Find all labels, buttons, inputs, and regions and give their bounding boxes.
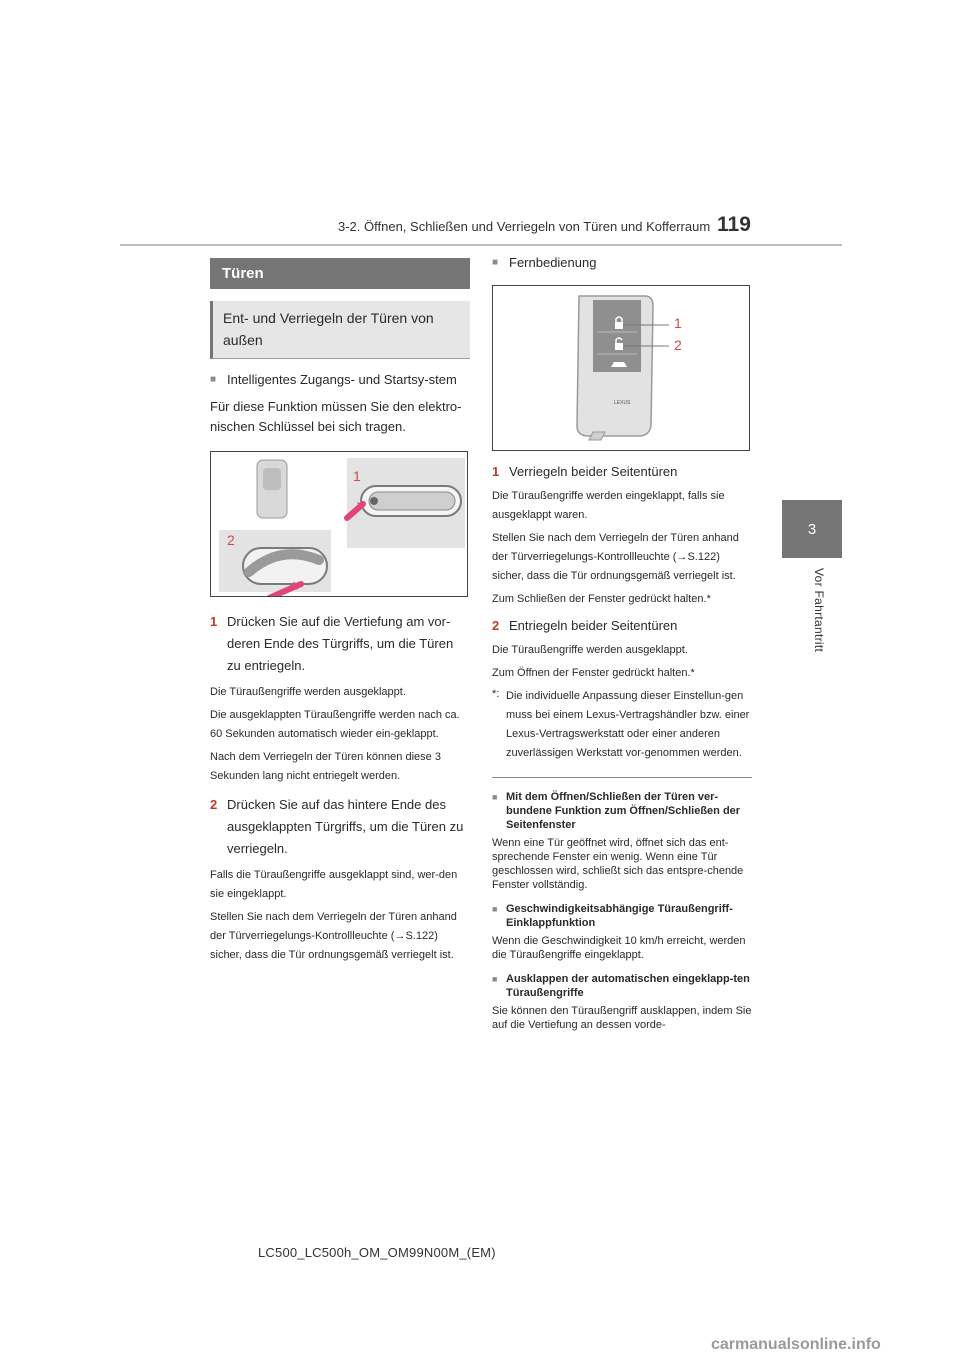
footnote-text: Die individuelle Anpassung dieser Einstellun-gen muss bei einem Lexus-Vertragshändler bzw. einer Lexus-Vertragswerkstatt oder einer anderen zuverlässigen Werkstatt vor-genommen werden.: [506, 690, 750, 759]
step-note: Stellen Sie nach dem Verriegeln der Türen anhand der Türverriegelungs-Kontrollleuchte (→S.122) sicher, dass die Tür ordnungsgemäß verriegelt ist.: [492, 532, 739, 582]
step-number: 2: [210, 797, 218, 812]
bullet-title-remote: ■ Fernbedienung: [492, 254, 752, 272]
step-note: Die Türaußengriffe werden eingeklappt, falls sie ausgeklappt waren.: [492, 490, 725, 521]
footnote: [492, 687, 752, 763]
chapter-tab-label: Vor Fahrtantritt: [812, 568, 826, 653]
left-column: [210, 258, 470, 965]
running-header-chapter: 3-2. Öffnen, Schließen und Verriegeln von Türen und Kofferraum: [338, 219, 711, 234]
step-note: Zum Schließen der Fenster gedrückt halten.*: [492, 593, 711, 605]
door-handle-figure: [210, 451, 468, 597]
step-note: Die ausgeklappten Türaußengriffe werden nach ca. 60 Sekunden automatisch wieder ein-geklappt.: [210, 709, 460, 740]
intro-text: Für diese Funktion müssen Sie den elektro-nischen Schlüssel bei sich tragen.: [210, 399, 462, 434]
info-divider: [492, 777, 752, 778]
step-number: 2: [492, 618, 500, 633]
info-title: ■ Geschwindigkeitsabhängige Türaußengriff-Einklappfunktion: [492, 902, 752, 930]
step-2: [492, 615, 752, 637]
step-1: [210, 611, 470, 677]
key-brand-logo: LEXUS: [614, 400, 631, 406]
step-1: [492, 461, 752, 483]
page-number: 119: [717, 213, 751, 236]
figure-callout-1: 1: [353, 468, 361, 484]
key-fob-figure: [492, 285, 750, 451]
step-number: 1: [492, 464, 500, 479]
bullet-title-smart-entry: ■ Intelligentes Zugangs- und Startsy-stem: [210, 371, 470, 389]
footnote-mark: *:: [492, 688, 500, 700]
step-text: Entriegeln beider Seitentüren: [509, 618, 678, 633]
info-text: Wenn eine Tür geöffnet wird, öffnet sich das ent-sprechende Fenster ein wenig. Wenn eine Tür geschlossen wird, schließt sich das entspre-chende Fenster vollständig.: [492, 837, 744, 891]
door-handle-illustration: [211, 452, 468, 597]
document-code: LC500_LC500h_OM_OM99N00M_(EM): [258, 1245, 496, 1260]
step-text: Drücken Sie auf das hintere Ende des ausgeklappten Türgriffs, um die Türen zu verriegeln.: [227, 797, 464, 856]
chapter-tab: [782, 500, 842, 558]
step-text: Verriegeln beider Seitentüren: [509, 464, 678, 479]
step-note: Falls die Türaußengriffe ausgeklappt sind, wer-den sie eingeklappt.: [210, 869, 458, 900]
figure-callout-1: 1: [674, 315, 682, 331]
figure-callout-2: 2: [674, 337, 682, 353]
step-number: 1: [210, 614, 218, 629]
step-note: Die Türaußengriffe werden ausgeklappt.: [210, 686, 406, 698]
info-text: Wenn die Geschwindigkeit 10 km/h erreicht, werden die Türaußengriffe eingeklappt.: [492, 935, 746, 961]
step-2: [210, 794, 470, 860]
key-fob-illustration: [493, 286, 750, 451]
figure-callout-2: 2: [227, 532, 235, 548]
watermark: carmanualsonline.info: [711, 1336, 881, 1353]
info-title: ■ Mit dem Öffnen/Schließen der Türen ver-bundene Funktion zum Öffnen/Schließen der Seitenfenster: [492, 790, 752, 832]
step-note: Nach dem Verriegeln der Türen können diese 3 Sekunden lang nicht entriegelt werden.: [210, 751, 441, 782]
info-text: Sie können den Türaußengriff ausklappen, indem Sie auf die Vertiefung an dessen vorde-: [492, 1005, 752, 1031]
chapter-tab-number: 3: [807, 520, 817, 538]
step-note: Zum Öffnen der Fenster gedrückt halten.*: [492, 667, 695, 679]
right-column: [492, 254, 752, 1032]
header-rule: [120, 244, 842, 246]
step-text: Drücken Sie auf die Vertiefung am vor-deren Ende des Türgriffs, um die Türen zu entriegeln.: [227, 614, 454, 673]
info-title: ■ Ausklappen der automatischen eingeklapp-ten Türaußengriffe: [492, 972, 752, 1000]
subsection-heading: Ent- und Verriegeln der Türen von außen: [210, 301, 470, 359]
step-note: Die Türaußengriffe werden ausgeklappt.: [492, 644, 688, 656]
section-heading: Türen: [210, 258, 470, 289]
step-note: Stellen Sie nach dem Verriegeln der Türen anhand der Türverriegelungs-Kontrollleuchte (→S.122) sicher, dass die Tür ordnungsgemäß verriegelt ist.: [210, 911, 457, 961]
